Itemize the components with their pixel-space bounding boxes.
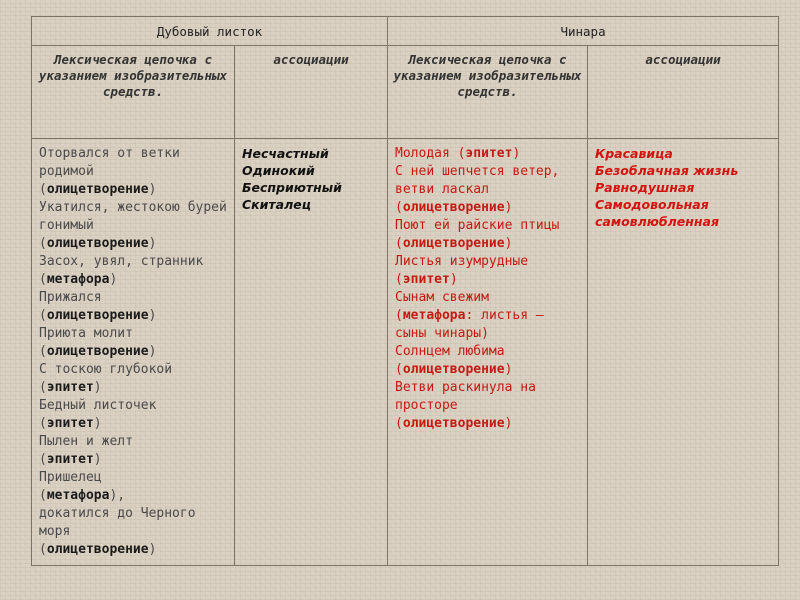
- stylistic-device-term: метафора: [46, 272, 110, 287]
- stylistic-device-term: олицетворение: [402, 362, 505, 377]
- chain-text: докатился до Черного моря: [39, 506, 196, 539]
- subheader-associations-plane: [588, 46, 779, 139]
- stylistic-device-term: эпитет: [46, 380, 94, 395]
- plane-association-item: самовлюбленная: [595, 214, 719, 229]
- oak-chain-line: [39, 145, 228, 181]
- plane-chain-line: [395, 253, 581, 271]
- plane-chain-line: [395, 361, 581, 379]
- stylistic-device-term: олицетворение: [46, 236, 149, 251]
- chain-paren: ): [504, 200, 513, 215]
- chain-paren: ): [504, 416, 513, 431]
- oak-chain-line: [39, 397, 228, 415]
- chain-paren: (: [395, 200, 403, 215]
- subheader-lexical-chain-plane-text: Лексическая цепочка с указанием изобразительных средств.: [393, 52, 582, 99]
- stylistic-device-term: эпитет: [465, 146, 513, 161]
- plane-chain-line: [395, 271, 581, 289]
- chain-paren: ): [93, 380, 102, 395]
- chain-paren: ): [148, 542, 157, 557]
- oak-chain-line: [39, 199, 228, 235]
- plane-association-item: Самодовольная: [595, 197, 709, 212]
- chain-text: Приюта молит: [39, 326, 133, 341]
- stylistic-device-term: олицетворение: [402, 236, 505, 251]
- chain-paren: (: [39, 452, 47, 467]
- plane-association-item: Равнодушная: [595, 180, 695, 195]
- chain-paren: ),: [109, 488, 126, 503]
- plane-chain-line: [395, 379, 581, 415]
- oak-chain-line: [39, 469, 228, 487]
- oak-association-item: Одинокий: [242, 163, 315, 178]
- chain-paren: ): [148, 344, 157, 359]
- chain-paren: (: [39, 416, 47, 431]
- oak-chain-line: [39, 379, 228, 397]
- chain-paren: (: [395, 272, 403, 287]
- oak-chain-line: [39, 307, 228, 325]
- chain-paren: (: [39, 272, 47, 287]
- subheader-associations-plane-text: ассоциации: [645, 52, 721, 67]
- chain-paren: (: [39, 380, 47, 395]
- oak-association-item: Бесприютный: [242, 180, 342, 195]
- chain-paren: ): [93, 452, 102, 467]
- oak-lexical-chain: [32, 139, 235, 566]
- chain-paren: : листья – сыны чинары): [395, 308, 544, 341]
- subheader-associations-oak: [235, 46, 388, 139]
- oak-chain-line: [39, 433, 228, 451]
- chain-paren: (: [39, 182, 47, 197]
- stylistic-device-term: олицетворение: [46, 542, 149, 557]
- chain-text: Оторвался от ветки родимой: [39, 146, 180, 179]
- chain-text: Солнцем любима: [395, 344, 505, 359]
- header-plane-tree: Чинара: [388, 17, 779, 46]
- plane-chain-line: [395, 199, 581, 217]
- chain-text: Бедный листочек: [39, 398, 157, 413]
- plane-association-item: Безоблачная жизнь: [595, 163, 739, 178]
- oak-associations: [235, 139, 388, 566]
- chain-paren: (: [39, 308, 47, 323]
- chain-text: Листья изумрудные: [395, 254, 529, 269]
- plane-chain-line: [395, 163, 581, 199]
- comparison-table: [31, 16, 779, 566]
- chain-text: Сынам свежим: [395, 290, 489, 305]
- stylistic-device-term: олицетворение: [46, 308, 149, 323]
- stylistic-device-term: эпитет: [46, 452, 94, 467]
- chain-text: Ветви раскинула на просторе: [395, 380, 536, 413]
- plane-chain-line: [395, 289, 581, 307]
- oak-association-item: Несчастный: [242, 146, 329, 161]
- chain-text: С ней шепчется ветер, ветви ласкал: [395, 164, 560, 197]
- plane-lexical-chain: [388, 139, 588, 566]
- plane-chain-line: [395, 217, 581, 235]
- oak-chain-line: [39, 541, 228, 559]
- oak-chain-line: [39, 289, 228, 307]
- content-row: [32, 139, 779, 566]
- chain-paren: ): [93, 416, 102, 431]
- oak-associations-list: [242, 145, 381, 213]
- chain-paren: (: [395, 362, 403, 377]
- oak-association-item: Скиталец: [242, 197, 311, 212]
- chain-text: Засох, увял, странник: [39, 254, 204, 269]
- oak-chain-line: [39, 181, 228, 199]
- chain-paren: (: [457, 146, 466, 161]
- oak-chain-line: [39, 505, 228, 541]
- chain-paren: ): [148, 182, 157, 197]
- plane-chain-line: [395, 307, 581, 343]
- chain-paren: ): [449, 272, 458, 287]
- header-oak-leaf: Дубовый листок: [32, 17, 388, 46]
- chain-text: Прижался: [39, 290, 102, 305]
- oak-chain-line: [39, 325, 228, 343]
- chain-paren: ): [512, 146, 521, 161]
- chain-paren: (: [39, 488, 47, 503]
- plane-lexical-chain-lines: [395, 145, 581, 433]
- oak-chain-line: [39, 451, 228, 469]
- chain-paren: (: [395, 236, 403, 251]
- oak-chain-line: [39, 235, 228, 253]
- stylistic-device-term: метафора: [402, 308, 466, 323]
- stylistic-device-term: эпитет: [402, 272, 450, 287]
- oak-chain-line: [39, 343, 228, 361]
- subheader-lexical-chain-oak-text: Лексическая цепочка с указанием изобразительных средств.: [38, 52, 228, 99]
- chain-paren: ): [109, 272, 118, 287]
- subheader-lexical-chain-plane: [388, 46, 588, 139]
- stylistic-device-term: метафора: [46, 488, 110, 503]
- oak-chain-line: [39, 253, 228, 289]
- oak-lexical-chain-lines: [39, 145, 228, 559]
- chain-paren: ): [504, 236, 513, 251]
- stylistic-device-term: эпитет: [46, 416, 94, 431]
- plane-association-item: Красавица: [595, 146, 673, 161]
- stylistic-device-term: олицетворение: [46, 344, 149, 359]
- chain-text: Пришелец: [39, 470, 102, 485]
- chain-text: Молодая: [395, 146, 458, 161]
- plane-chain-line: [395, 235, 581, 253]
- chain-text: С тоскою глубокой: [39, 362, 173, 377]
- chain-text: Поют ей райские птицы: [395, 218, 560, 233]
- chain-paren: (: [39, 542, 47, 557]
- oak-chain-line: [39, 487, 228, 505]
- plane-chain-line: [395, 415, 581, 433]
- chain-paren: (: [39, 344, 47, 359]
- stylistic-device-term: олицетворение: [46, 182, 149, 197]
- chain-text: Укатился, жестокою бурей гонимый: [39, 200, 227, 233]
- oak-chain-line: [39, 361, 228, 379]
- plane-associations: [588, 139, 779, 566]
- subheader-associations-oak-text: ассоциации: [273, 52, 349, 67]
- header-row: [32, 17, 779, 46]
- stylistic-device-term: олицетворение: [402, 200, 505, 215]
- plane-associations-list: [595, 145, 772, 230]
- chain-paren: ): [504, 362, 513, 377]
- chain-text: Пылен и желт: [39, 434, 133, 449]
- chain-paren: (: [395, 416, 403, 431]
- subheader-row: [32, 46, 779, 139]
- oak-chain-line: [39, 415, 228, 433]
- plane-chain-line: [395, 145, 581, 163]
- plane-chain-line: [395, 343, 581, 361]
- chain-paren: (: [395, 308, 403, 323]
- subheader-lexical-chain-oak: [32, 46, 235, 139]
- chain-paren: (: [39, 236, 47, 251]
- chain-paren: ): [148, 236, 157, 251]
- chain-paren: ): [148, 308, 157, 323]
- stylistic-device-term: олицетворение: [402, 416, 505, 431]
